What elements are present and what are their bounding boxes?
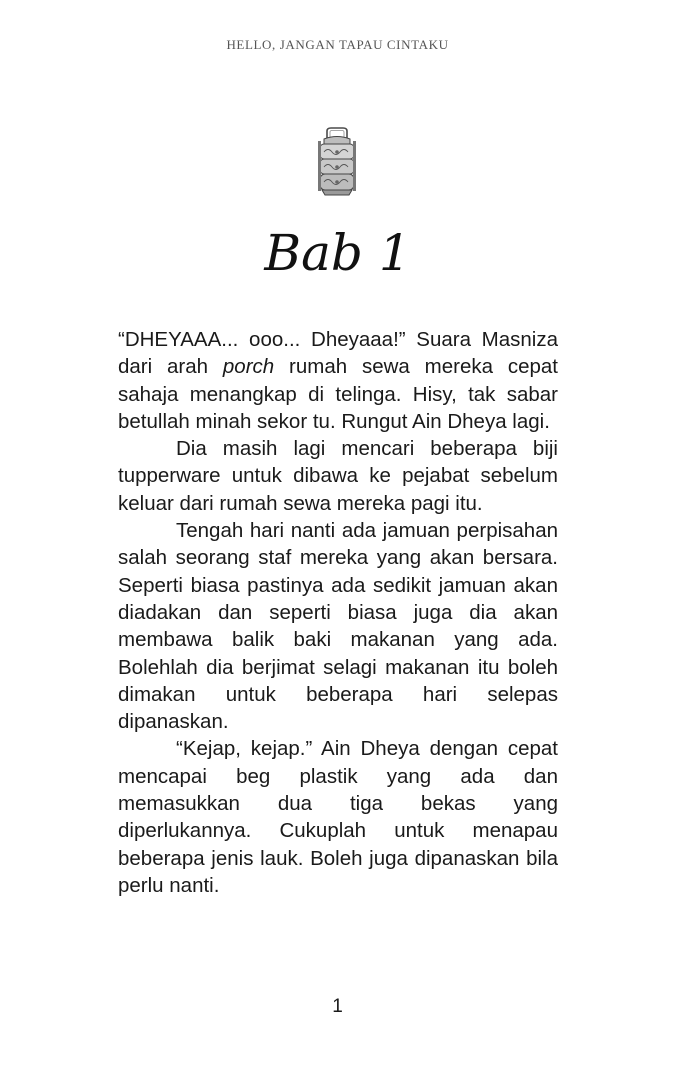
paragraph-3: Tengah hari nanti ada jamuan perpisahan salah seorang staf mereka yang akan bersara. Seperti biasa pastinya ada sedikit jamuan akan diadakan dan seperti biasa juga dia akan membawa balik baki makanan yang ada. Bolehlah dia berjimat selagi makanan itu boleh dimakan untuk beberapa hari selepas dipanaskan. (118, 519, 558, 734)
paragraph-1 (118, 326, 558, 435)
running-header: HELLO, JANGAN TAPAU CINTAKU (226, 37, 449, 52)
paragraph-1-italic-word: porch (222, 355, 275, 379)
tiffin-carrier-icon (313, 127, 361, 199)
paragraph-1-text-a: “DHEYAAA... ooo... Dheyaaa!” Suara Masniza dari arah (118, 328, 558, 379)
chapter-title: Bab 1 (264, 224, 411, 282)
paragraph-2: Dia masih lagi mencari beberapa biji tupperware untuk dibawa ke pejabat sebelum keluar dari rumah sewa mereka pagi itu. (118, 437, 558, 515)
paragraph-1-text-b: rumah sewa mereka cepat sahaja menangkap di telinga. Hisy, tak sabar betullah minah sekor tu. Rungut Ain Dheya lagi. (118, 355, 558, 433)
page-number: 1 (332, 996, 343, 1017)
paragraph-4: “Kejap, kejap.” Ain Dheya dengan cepat mencapai beg plastik yang ada dan memasukkan dua tiga bekas yang diperlukannya. Cukuplah untuk menapau beberapa jenis lauk. Boleh juga dipanaskan bila perlu nanti. (118, 737, 558, 897)
chapter-body (118, 326, 558, 899)
